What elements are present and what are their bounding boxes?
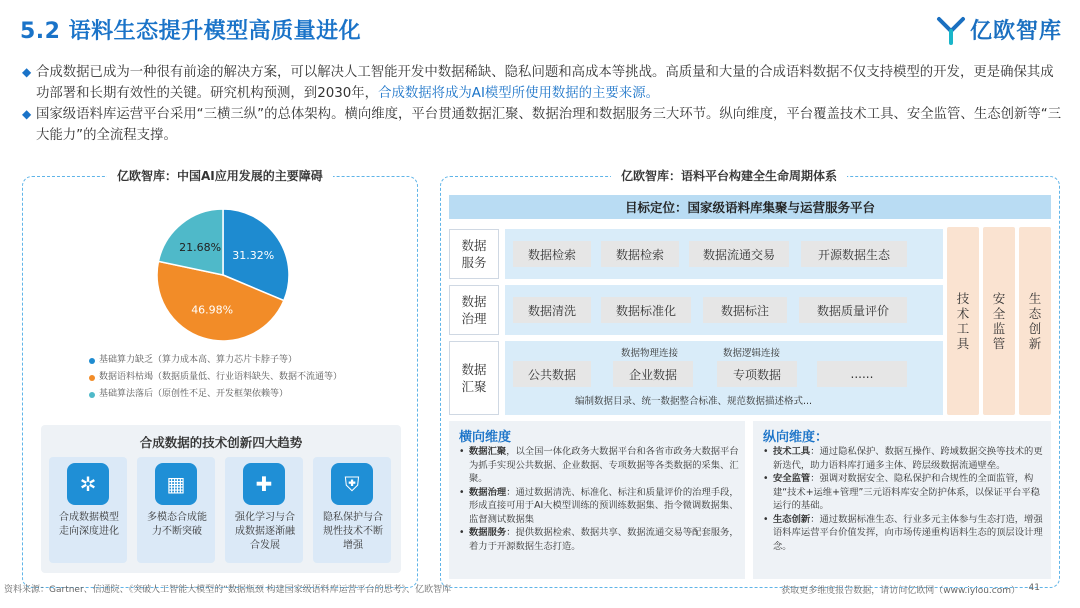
trends-box: [41, 425, 401, 573]
chip: 数据标注: [703, 297, 787, 323]
bullet-item: [22, 62, 1062, 104]
logo: [936, 14, 1062, 45]
row-data-aggregation: [505, 341, 943, 415]
page-number: 41: [1028, 583, 1040, 593]
logical-connection-note: 数据逻辑连接: [723, 348, 781, 359]
bullet-text: 合成数据已成为一种很有前途的解决方案，可以解决人工智能开发中数据稀缺、隐私问题和高成本等挑战。高质量和大量的合成语料数据不仅支持模型的开发，更是确保其成功部署和长期有效性的关键。研究机构预测，到2030年，合成数据将成为AI模型所使用数据的主要来源。: [36, 65, 1054, 101]
trend-text: 强化学习与合成数据逐渐融合发展: [235, 512, 295, 551]
chip: 开源数据生态: [801, 241, 907, 267]
vertical-tech-tools: 技术工具: [947, 227, 979, 415]
pie-chart-svg: [153, 205, 293, 345]
trend-card: [49, 457, 127, 563]
vertical-ecosystem: 生态创新: [1019, 227, 1051, 415]
chip: 数据质量评价: [799, 297, 907, 323]
network-icon: ✲: [67, 463, 109, 505]
legend-dot: [89, 392, 95, 398]
obstacles-panel: [22, 169, 418, 588]
desc-item: • 技术工具：通过隐私保护、数据互操作、跨域数据交换等技术的更新迭代，助力语料库打通多主体、跨层级数据流通壁垒。: [763, 446, 1043, 471]
trend-text: 合成数据模型走向深度进化: [59, 512, 119, 537]
intro-bullets: [22, 62, 1062, 146]
puzzle-icon: ✚: [243, 463, 285, 505]
desc-title: 横向维度: [459, 430, 512, 445]
row-label: 数据服务: [449, 229, 499, 279]
row-data-service: [505, 229, 943, 279]
chip: 数据检索: [601, 241, 679, 267]
page-title: 5.2 语料生态提升模型高质量进化: [20, 19, 362, 44]
horizontal-desc: [449, 421, 745, 579]
trend-text: 隐私保护与合规性技术不断增强: [323, 512, 383, 551]
goal-bar: 目标定位：国家级语料库集聚与运营服务平台: [449, 195, 1051, 219]
legend-item: 基础算法落后（原创性不足、开发框架依赖等）: [89, 386, 342, 403]
bottom-note: 编制数据目录、统一数据整合标准、规范数据描述格式...: [575, 396, 813, 407]
shield-lock-icon: ⛨: [331, 463, 373, 505]
bullet-item: [22, 104, 1062, 146]
panel-title: 亿欧智库：中国AI应用发展的主要障碍: [107, 167, 333, 184]
desc-item: • 数据汇聚，以全国一体化政务大数据平台和各省市政务大数据平台为抓手实现公共数据、企业数据、专项数据等各类数据的采集、汇聚。: [459, 446, 739, 484]
chip: 企业数据: [613, 361, 693, 387]
trend-card: [225, 457, 303, 563]
desc-item: • 安全监管：强调对数据安全、隐私保护和合规性的全面监管，构建“技术+运维+管理”三元语料库安全防护体系，以保证平台平稳运行的基础。: [763, 473, 1040, 511]
chip: 数据流通交易: [689, 241, 789, 267]
row-label: 数据汇聚: [449, 341, 499, 415]
diamond-icon: ◆: [22, 65, 32, 79]
panel-title: 亿欧智库：语料平台构建全生命周期体系: [611, 167, 847, 184]
pie-slice-label: 31.32%: [232, 248, 275, 262]
desc-item: • 数据治理：通过数据清洗、标准化、标注和质量评价的治理手段，形成直接可用于AI大模型训练的预训练数据集、指令微调数据集、监督测试数据集: [459, 486, 739, 525]
chip: 数据标准化: [601, 297, 691, 323]
trend-text: 多模态合成能力不断突破: [147, 512, 207, 537]
pie-legend: [89, 352, 342, 403]
chip: ......: [817, 361, 907, 387]
physical-connection-note: 数据物理连接: [621, 348, 679, 359]
row-data-governance: [505, 285, 943, 335]
logo-text: 亿欧智库: [969, 19, 1062, 44]
desc-list: [763, 445, 1047, 553]
desc-item: • 生态创新：通过数据标准生态、行业多元主体参与生态打造，增强语料库运营平台价值发挥，向市场传递重构语料生态的顶层设计理念。: [763, 513, 1043, 552]
footer-link-text: 获取更多维度报告数据，请访问亿欧网（www.iyiou.com）: [781, 586, 1020, 596]
chip: 专项数据: [717, 361, 797, 387]
pie-slice-label: 46.98%: [191, 303, 234, 317]
desc-list: [459, 445, 741, 553]
pie-chart: [153, 205, 293, 349]
multimodal-icon: ▦: [155, 463, 197, 505]
vertical-security: 安全监管: [983, 227, 1015, 415]
bullet-text: 国家级语料库运营平台采用“三横三纵”的总体架构。横向维度，平台贯通数据汇聚、数据治理和数据服务三大环节。纵向维度，平台覆盖技术工具、安全监管、生态创新等“三大能力”的全流程支撑。: [36, 107, 1062, 143]
trend-card: [137, 457, 215, 563]
highlight-text: 合成数据将成为AI模型所使用数据的主要来源。: [378, 86, 659, 101]
desc-item: • 数据服务：提供数据检索、数据共享、数据流通交易等配套服务，着力于开源数据生态打造。: [459, 527, 739, 552]
pie-slice-label: 21.68%: [179, 240, 222, 254]
diamond-icon: ◆: [22, 107, 32, 121]
yiou-logo-icon: [936, 15, 966, 45]
row-label: 数据治理: [449, 285, 499, 335]
legend-dot: [89, 358, 95, 364]
chip: 公共数据: [513, 361, 591, 387]
legend-dot: [89, 375, 95, 381]
desc-title: 纵向维度：: [763, 430, 829, 445]
source-note: 资料来源：Gartner、信通院、《突破人工智能大模型的“数据瓶颈 构建国家级语料库运营平台的思考》、亿欧智库: [4, 585, 452, 595]
legend-item: 数据语料枯竭（数据质量低、行业语料缺失、数据不流通等）: [89, 369, 342, 386]
trend-card: [313, 457, 391, 563]
chip: 数据检索: [513, 241, 591, 267]
vertical-desc: [753, 421, 1051, 579]
legend-item: 基础算力缺乏（算力成本高、算力芯片卡脖子等）: [89, 352, 342, 369]
chip: 数据清洗: [513, 297, 591, 323]
lifecycle-panel: [440, 169, 1060, 588]
trends-title: 合成数据的技术创新四大趋势: [139, 435, 303, 450]
